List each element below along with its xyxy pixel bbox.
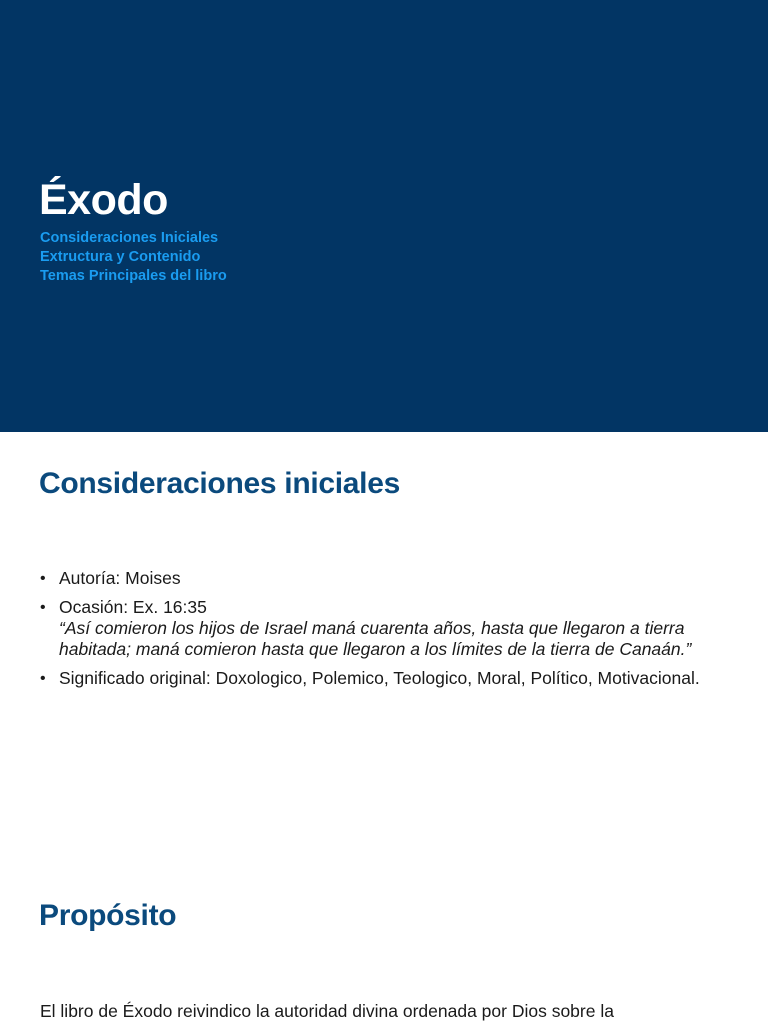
subtitle-item: Extructura y Contenido xyxy=(40,249,201,265)
document-title: Éxodo xyxy=(39,176,168,224)
purpose-heading: Propósito xyxy=(39,899,177,932)
bullet-occasion xyxy=(40,597,740,660)
scripture-quote: “Así comieron los hijos de Israel maná cuarenta años, hasta que llegaron a tierra habitada; maná comieron hasta que llegaron a los límites de la tierra de Canaán.” xyxy=(59,618,692,659)
content-slide xyxy=(0,432,768,1024)
purpose-body: El libro de Éxodo reivindico la autoridad divina ordenada por Dios sobre la xyxy=(40,1001,614,1021)
subtitle-list xyxy=(40,229,227,286)
bullet-text: Ocasión: Ex. 16:35 xyxy=(59,597,207,617)
title-slide xyxy=(0,0,768,432)
subtitle-item: Temas Principales del libro xyxy=(40,268,227,284)
bullet-meaning xyxy=(40,668,740,689)
considerations-heading: Consideraciones iniciales xyxy=(39,467,400,500)
bullet-text: Autoría: Moises xyxy=(59,568,181,588)
bullet-text: Significado original: Doxologico, Polemico, Teologico, Moral, Político, Motivacional. xyxy=(59,668,700,688)
considerations-list xyxy=(40,568,740,697)
bullet-authorship xyxy=(40,568,740,589)
subtitle-item: Consideraciones Iniciales xyxy=(40,230,219,246)
